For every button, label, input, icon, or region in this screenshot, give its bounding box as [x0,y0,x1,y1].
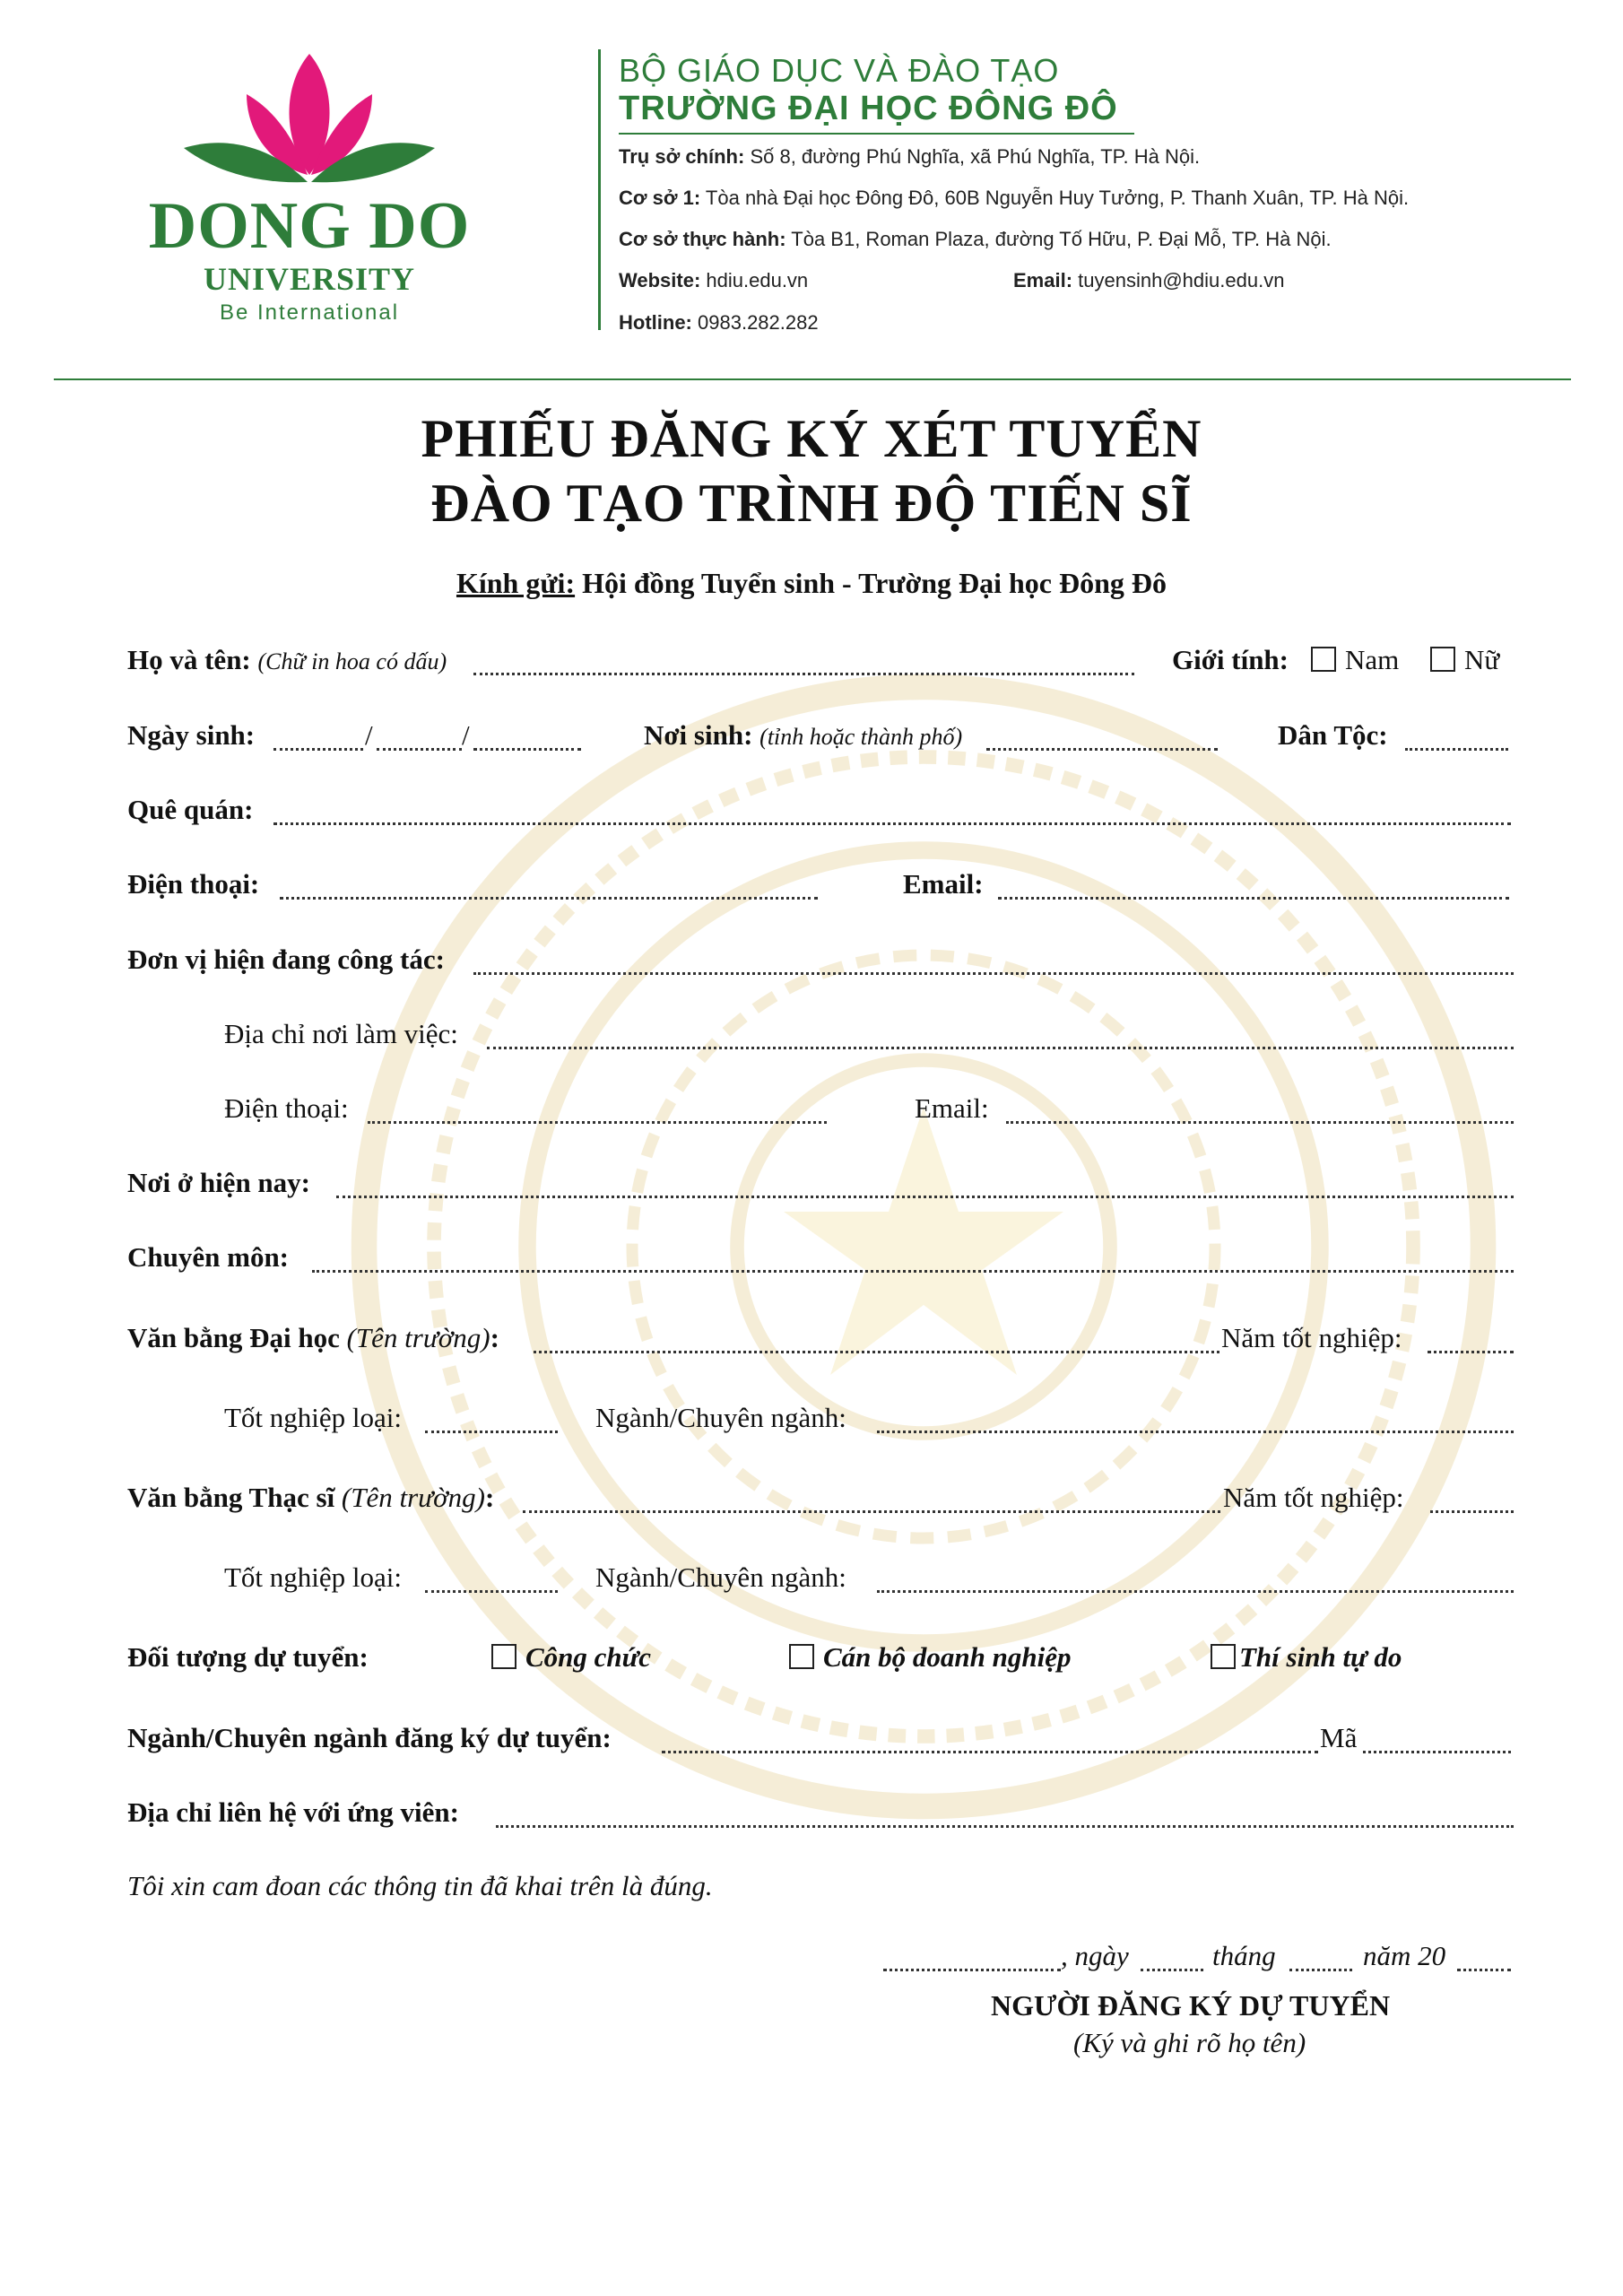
address-campus-1-label: Cơ sở 1: [619,187,701,209]
website [619,269,808,292]
field-ts-nam-tn[interactable] [1430,1510,1514,1513]
school-name: TRƯỜNG ĐẠI HỌC ĐÔNG ĐÔ [619,90,1118,127]
label-dh-loai: Tốt nghiệp loại: [224,1402,403,1433]
field-dv-dien-thoai[interactable] [368,1121,827,1124]
field-dia-chi-lam-viec[interactable] [487,1047,1514,1049]
declaration: Tôi xin cam đoan các thông tin đã khai trên là đúng. [127,1870,713,1901]
label-doi-tuong: Đối tượng dự tuyển: [127,1641,369,1673]
field-date-nam[interactable] [1457,1969,1511,1971]
label-ts-nganh: Ngành/Chuyên ngành: [595,1561,846,1593]
field-nganh-dk[interactable] [662,1751,1318,1753]
label-ts-nam-tn: Năm tốt nghiệp: [1223,1482,1404,1513]
hint-vb-thac-si: (Tên trường) [341,1482,485,1513]
row-vb-thac-si [0,1482,1623,1526]
row-doi-tuong [0,1641,1623,1686]
ministry-name: BỘ GIÁO DỤC VÀ ĐÀO TẠO [619,52,1060,89]
date-slash-2: / [462,719,470,751]
label-dh-nganh: Ngành/Chuyên ngành: [595,1402,846,1433]
email [1013,269,1284,292]
field-email[interactable] [998,897,1509,900]
field-dh-nganh[interactable] [877,1431,1514,1433]
label-chuyen-mon: Chuyên môn: [127,1241,290,1273]
row-don-vi [0,944,1623,988]
label-date-thang: tháng [1212,1940,1276,1971]
label-ts-loai: Tốt nghiệp loại: [224,1561,403,1593]
label-dia-chi-lien-he: Địa chỉ liên hệ với ứng viên: [127,1796,459,1828]
label-don-vi: Đơn vị hiện đang công tác: [127,944,445,975]
label-dh-nam-tn: Năm tốt nghiệp: [1221,1322,1402,1353]
label-email: Email: [903,868,984,900]
label-date-nam: năm 20 [1363,1940,1446,1971]
field-nam-sinh[interactable] [473,748,581,751]
addressee-label: Kính gửi: [456,567,576,599]
row-noi-o [0,1167,1623,1212]
row-dh-loai [0,1402,1623,1447]
option-thi-sinh-tu-do[interactable]: Thí sinh tự do [1211,1641,1402,1674]
label-ngay-sinh: Ngày sinh: [127,719,256,751]
row-dv-dien-thoai [0,1092,1623,1137]
label-ma: Mã [1320,1722,1358,1753]
signature-note: (Ký và ghi rõ họ tên) [1073,2027,1306,2058]
field-chuyen-mon[interactable] [312,1270,1514,1273]
field-ngay[interactable] [273,748,363,751]
hint-noi-sinh: (tỉnh hoặc thành phố) [759,724,963,750]
row-ts-loai [0,1561,1623,1606]
field-noi-sinh[interactable] [986,748,1218,751]
address-practice [619,228,1332,251]
checkbox-can-bo-dn[interactable] [789,1644,814,1669]
label-dv-email: Email: [915,1092,989,1124]
signature-date [0,1940,1623,1985]
website-value[interactable]: hdiu.edu.vn [706,269,809,291]
field-dh-nam-tn[interactable] [1428,1351,1514,1353]
field-date-thang[interactable] [1289,1969,1352,1971]
signature-title: NGƯỜI ĐĂNG KÝ DỰ TUYỂN [991,1989,1391,2022]
row-chuyen-mon [0,1241,1623,1286]
field-dv-email[interactable] [1006,1121,1514,1124]
field-don-vi[interactable] [473,972,1514,975]
label-vb-dai-hoc: Văn bằng Đại học (Tên trường): [127,1322,499,1353]
label-gioi-tinh: Giới tính: [1172,644,1289,675]
label-noi-sinh: Nơi sinh: (tỉnh hoặc thành phố) [644,719,963,751]
date-slash-1: / [365,719,373,751]
email-value[interactable]: tuyensinh@hdiu.edu.vn [1078,269,1285,291]
address-main-label: Trụ sở chính: [619,145,745,168]
label-que-quan: Quê quán: [127,794,254,825]
option-nu[interactable]: Nữ [1430,644,1499,676]
row-ho-ten [0,644,1623,689]
row-vb-dai-hoc [0,1322,1623,1367]
logo-tagline: Be International [219,300,400,325]
addressee [0,567,1623,600]
option-can-bo-dn[interactable]: Cán bộ doanh nghiệp [789,1641,1072,1674]
hint-vb-dai-hoc: (Tên trường) [346,1322,490,1353]
row-dia-chi-lam-viec [0,1018,1623,1063]
field-que-quan[interactable] [273,822,1511,825]
label-vb-thac-si: Văn bằng Thạc sĩ (Tên trường): [127,1482,495,1513]
field-dh-loai[interactable] [425,1431,558,1433]
row-que-quan [0,794,1623,839]
field-place[interactable] [883,1969,1061,1971]
label-date-ngay: , ngày [1061,1940,1129,1971]
header-divider [54,378,1571,380]
field-ho-ten[interactable] [473,673,1134,675]
row-nganh-dk [0,1722,1623,1767]
logo-university: UNIVERSITY [203,261,416,297]
field-date-ngay[interactable] [1141,1969,1203,1971]
row-dia-chi-lien-he [0,1796,1623,1841]
address-practice-label: Cơ sở thực hành: [619,228,786,250]
field-ts-nganh[interactable] [877,1590,1514,1593]
label-dan-toc: Dân Tộc: [1278,719,1388,751]
field-dan-toc[interactable] [1405,748,1508,751]
label-dia-chi-lam-viec: Địa chỉ nơi làm việc: [224,1018,458,1049]
form-title-line2: ĐÀO TẠO TRÌNH ĐỘ TIẾN SĨ [430,474,1193,533]
form-title-line1: PHIẾU ĐĂNG KÝ XÉT TUYỂN [421,409,1202,468]
field-ts-loai[interactable] [425,1590,558,1593]
address-main [619,145,1200,169]
header-divider-vertical [598,49,601,330]
checkbox-cong-chuc[interactable] [491,1644,516,1669]
checkbox-nam[interactable] [1311,647,1336,672]
option-nam[interactable]: Nam [1311,644,1399,676]
address-campus-1-value: Tòa nhà Đại học Đông Đô, 60B Nguyễn Huy Tưởng, P. Thanh Xuân, TP. Hà Nội. [705,187,1410,209]
field-dia-chi-lien-he[interactable] [496,1825,1514,1828]
university-logo [148,49,471,327]
addressee-value: Hội đồng Tuyển sinh - Trường Đại học Đông Đô [582,567,1167,599]
row-dien-thoai [0,868,1623,913]
field-thang[interactable] [377,748,462,751]
school-name-rule [619,133,1134,135]
field-vb-dai-hoc[interactable] [534,1351,1219,1353]
hotline [619,311,819,335]
email-label: Email: [1013,269,1073,291]
field-noi-o[interactable] [336,1196,1514,1198]
field-ma[interactable] [1363,1751,1511,1753]
label-dv-dien-thoai: Điện thoại: [224,1092,349,1124]
option-cong-chuc[interactable]: Công chức [491,1641,651,1674]
hotline-value: 0983.282.282 [698,311,819,334]
address-practice-value: Tòa B1, Roman Plaza, đường Tố Hữu, P. Đại Mỗ, TP. Hà Nội. [791,228,1332,250]
checkbox-nu[interactable] [1430,647,1455,672]
lotus-icon [148,49,471,193]
label-nganh-dk: Ngành/Chuyên ngành đăng ký dự tuyển: [127,1722,612,1753]
label-noi-o: Nơi ở hiện nay: [127,1167,310,1198]
field-vb-thac-si[interactable] [523,1510,1220,1513]
hotline-label: Hotline: [619,311,692,334]
website-label: Website: [619,269,701,291]
hint-ho-ten: (Chữ in hoa có dấu) [257,648,447,674]
address-main-value: Số 8, đường Phú Nghĩa, xã Phú Nghĩa, TP. Hà Nội. [750,145,1201,168]
field-dien-thoai[interactable] [280,897,818,900]
row-ngay-sinh [0,719,1623,764]
label-ho-ten: Họ và tên: (Chữ in hoa có dấu) [127,644,447,675]
label-dien-thoai: Điện thoại: [127,868,260,900]
checkbox-thi-sinh-tu-do[interactable] [1211,1644,1236,1669]
address-campus-1 [619,187,1409,210]
logo-name: DONG DO [148,189,471,263]
